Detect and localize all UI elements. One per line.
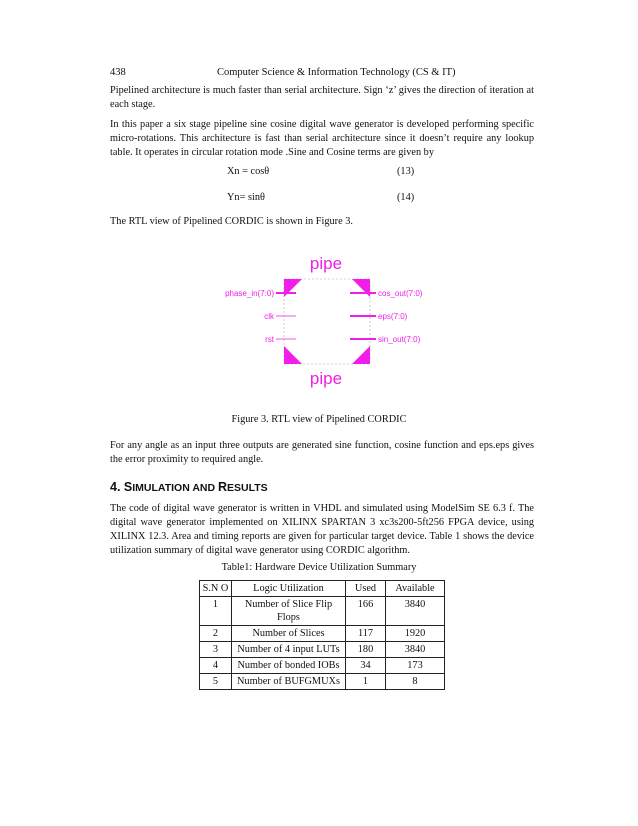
header-sno: S.N O <box>200 581 232 597</box>
corner-bottom-right <box>352 346 370 364</box>
paragraph-simulation: The code of digital wave generator is written in VHDL and simulated using ModelSim SE 6.3 f. The digital wave generator implemented on XILINX SPARTAN 3 xc3s200-5ft256 FPGA device, using XILINX 12.3. Area and timing reports are given for particular target device. Table 1 shows the device utilization summary of digital wave generator using CORDIC algorithm. <box>110 503 534 556</box>
paragraph-six-stage: In this paper a six stage pipeline sine cosine digital wave generator is developed performing specific micro-rotations. This architecture is fast than serial architecture since it doesn’t require any lookup table. It operates in circular rotation mode .Sine and Cosine terms are given by <box>110 119 534 158</box>
port-phase-in: phase_in(7:0) <box>225 289 274 298</box>
cell-available: 3840 <box>386 642 445 658</box>
cell-used: 166 <box>346 597 386 626</box>
cell-logic: Number of Slice Flip Flops <box>232 597 346 626</box>
cell-sno: 2 <box>200 626 232 642</box>
section-heading <box>110 480 268 494</box>
cell-used: 117 <box>346 626 386 642</box>
corner-bottom-left <box>284 346 302 364</box>
port-cos-out: cos_out(7:0) <box>378 289 423 298</box>
cell-logic: Number of Slices <box>232 626 346 642</box>
table-row <box>200 674 445 690</box>
rtl-block <box>284 279 370 364</box>
table-row <box>200 597 445 626</box>
equation-14-number: (14) <box>397 192 415 203</box>
cell-sno: 4 <box>200 658 232 674</box>
table-row <box>200 642 445 658</box>
utilization-table <box>199 580 445 690</box>
page-number: 438 <box>110 67 126 78</box>
table-caption: Table1: Hardware Device Utilization Summary <box>221 562 417 573</box>
port-eps: eps(7:0) <box>378 312 408 321</box>
section-number: 4. <box>110 480 121 494</box>
port-rst: rst <box>265 335 274 344</box>
port-sin-out: sin_out(7:0) <box>378 335 421 344</box>
table-row <box>200 658 445 674</box>
port-clk: clk <box>264 312 274 321</box>
running-header: Computer Science & Information Technology (CS & IT) <box>217 67 456 78</box>
cell-available: 3840 <box>386 597 445 626</box>
corner-top-right <box>352 279 370 297</box>
paragraph-outputs: For any angle as an input three outputs are generated sine function, cosine function and eps.eps gives the error proximity to required angle. <box>110 440 534 465</box>
cell-used: 1 <box>346 674 386 690</box>
cell-logic: Number of BUFGMUXs <box>232 674 346 690</box>
figure-caption: Figure 3. RTL view of Pipelined CORDIC <box>231 414 407 425</box>
cell-logic: Number of 4 input LUTs <box>232 642 346 658</box>
header-used: Used <box>346 581 386 597</box>
rtl-bottom-label: pipe <box>309 369 343 388</box>
cell-used: 34 <box>346 658 386 674</box>
rtl-top-label: pipe <box>309 254 343 273</box>
equation-14-lhs: Yn= sinθ <box>227 192 265 203</box>
table-row <box>200 626 445 642</box>
paragraph-pipelined: Pipelined architecture is much faster than serial architecture. Sign ‘z’ gives the direction of iteration at each stage. <box>110 85 534 110</box>
cell-sno: 5 <box>200 674 232 690</box>
cell-sno: 1 <box>200 597 232 626</box>
cell-logic: Number of bonded IOBs <box>232 658 346 674</box>
corner-top-left <box>284 279 302 297</box>
header-logic-utilization: Logic Utilization <box>232 581 346 597</box>
block-outline <box>284 279 370 364</box>
cell-available: 8 <box>386 674 445 690</box>
cell-available: 1920 <box>386 626 445 642</box>
cell-used: 180 <box>346 642 386 658</box>
cell-available: 173 <box>386 658 445 674</box>
rtl-diagram <box>0 0 638 400</box>
equation-13-number: (13) <box>397 166 415 177</box>
header-available: Available <box>386 581 445 597</box>
equation-13-lhs: Xn = cosθ <box>227 166 270 177</box>
cell-sno: 3 <box>200 642 232 658</box>
table-header-row <box>200 581 445 597</box>
paragraph-rtl-intro: The RTL view of Pipelined CORDIC is shown in Figure 3. <box>110 216 353 227</box>
section-title: SIMULATION AND RESULTS <box>123 480 268 494</box>
